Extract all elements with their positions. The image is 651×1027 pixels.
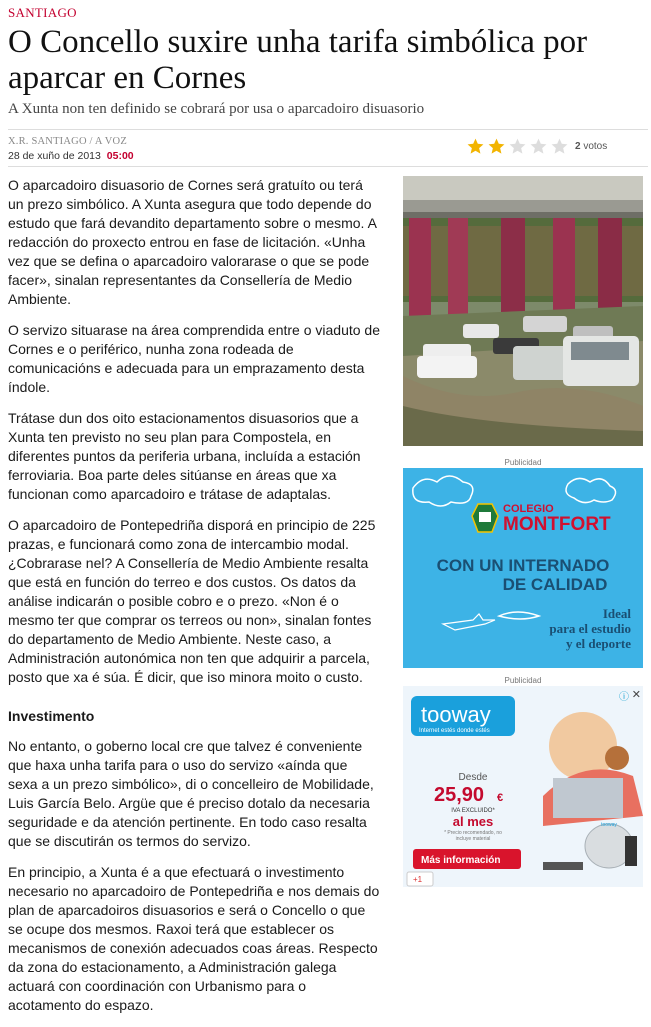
montfort-ad-graphic (403, 468, 643, 668)
montfort-colegio-text: COLEGIO (503, 503, 554, 515)
tooway-dish-text: tooway (601, 822, 617, 828)
ad-tooway[interactable] (403, 686, 643, 887)
article-subheadline: A Xunta non ten definido se cobrará por usa o aparcadoiro disuasorio (8, 101, 425, 117)
tooway-per-month: al mes (452, 814, 494, 829)
montfort-tag3: y el deporte (566, 636, 631, 651)
article-headline: O Concello suxire unha tarifa simbólica por aparcar en Cornes (8, 24, 588, 96)
tooway-plus-one: +1 (413, 875, 423, 884)
article-paragraph-3: Trátase dun dos oito estacionamentos disuasorios que a Xunta ten previsto no seu plan para Compostela, en diferentes puntos da periferia urbana, incluída a estación ferroviaria. Boa parte deles sitúanse en áreas que xa funcionan como aparcadoiro e trátase de adaptalas. (8, 410, 361, 502)
tooway-logo-text: tooway (421, 702, 491, 727)
article-paragraph-4: O aparcadoiro de Pontepedriña disporá en principio de 225 prazas, e funcionará como zona de intercambio modal. ¿Cobrarase nel? A Consellería de Medio Ambiente resalta que está en función do terreo e dos custos. Os datos da análise indicarán o posible cobro e o prezo. «Non é o mesmo ter que comprar os terreos ou non», sinalan fontes do departamento de Medio Ambiente. Neste caso, a Administración autonómica non ten que adquirir a parcela, posto que xa é súa. É dicir, que iso minora moito o custo. (8, 517, 376, 685)
article-photo[interactable] (403, 176, 643, 446)
publish-time: 05:00 (106, 150, 134, 162)
star-empty-icon[interactable] (550, 137, 569, 156)
publish-date: 28 de xuño de 2013 (8, 150, 101, 162)
tooway-cta: Más información (421, 855, 501, 866)
montfort-tag2: para el estudio (549, 621, 631, 636)
article-paragraph-2: O servizo situarase na área comprendida entre o viaduto de Cornes e o periférico, nunha zona rodeada de comunicacións e adecuada para un emprazamento desta índole. (8, 322, 380, 395)
article-paragraph-5: No entanto, o goberno local cre que talvez é conveniente que haxa unha tarifa para o uso do servizo «aínda que sexa a un prezo simbólico», di o concelleiro de Mobilidade, Luis García Belo. Argüe que é preciso dotalo da necesaria seguridade e da atención pertinente. En todo caso resalta que se discutirán os termos do servizo. (8, 738, 374, 849)
rating-stars[interactable] (466, 137, 569, 156)
viaduct-parking-photo (403, 176, 643, 446)
divider-top (8, 129, 648, 130)
dateline (8, 150, 134, 162)
ad-label-2: Publicidad (504, 676, 542, 685)
votes-count (575, 141, 607, 152)
votes-number: 2 (575, 141, 581, 152)
tooway-ad-graphic (403, 686, 643, 887)
star-empty-icon[interactable] (508, 137, 527, 156)
tooway-currency: € (497, 792, 504, 804)
tooway-iva: IVA EXCLUIDO* (451, 808, 495, 814)
montfort-line1: CON UN INTERNADO (436, 556, 610, 575)
ad-label-1: Publicidad (504, 458, 542, 467)
article-body (8, 176, 380, 1027)
article-paragraph-6: En principio, a Xunta é a que efectuará o investimento necesario no aparcadoiro de Pontepedriña e nos demais do plan de aparcadoiros disuasorios e será o Concello o que se ocupe dos mesmos. Raxoi terá que establecer os mecanismos de conexión adecuados coas áreas. Respecto da zona do estacionamento, a Administración galega actuará con coordinación con Urbanismo para o acotamento do espazo. (8, 864, 380, 1013)
star-filled-icon[interactable] (487, 137, 506, 156)
tooway-tagline: Internet estés donde estés (419, 728, 490, 734)
article-subheading: Investimento (8, 708, 95, 724)
divider-bottom (8, 166, 648, 167)
montfort-tag1: Ideal (602, 606, 631, 621)
montfort-line2: DE CALIDAD (502, 575, 608, 594)
ad-info-icon[interactable]: ⓘ (619, 692, 629, 703)
ad-montfort[interactable] (403, 468, 643, 668)
article-paragraph-1: O aparcadoiro disuasorio de Cornes será gratuíto ou terá un prezo simbólico. A Xunta asegura que todo depende do estudo que fará devandito departamento sobre o mesmo. A redacción do proxecto entrou en fase de licitación. «Unha vez que se defina o aparcadoiro valorarase o que se pode facer», sinalan representantes da Consellería de Medio Ambiente. (8, 177, 377, 307)
montfort-brand-text: MONTFORT (503, 514, 611, 535)
section-label[interactable]: SANTIAGO (8, 5, 77, 20)
star-filled-icon[interactable] (466, 137, 485, 156)
tooway-desde: Desde (458, 772, 488, 783)
votes-label: votos (583, 141, 608, 152)
star-empty-icon[interactable] (529, 137, 548, 156)
ad-close-icon[interactable]: ✕ (631, 689, 641, 701)
tooway-price: 25,90 (433, 784, 485, 806)
tooway-note1: * Precio recomendado, no (444, 830, 502, 836)
rating-widget (466, 137, 607, 156)
tooway-note2: incluye material (455, 836, 491, 842)
byline: X.R. SANTIAGO / A VOZ (8, 136, 127, 147)
